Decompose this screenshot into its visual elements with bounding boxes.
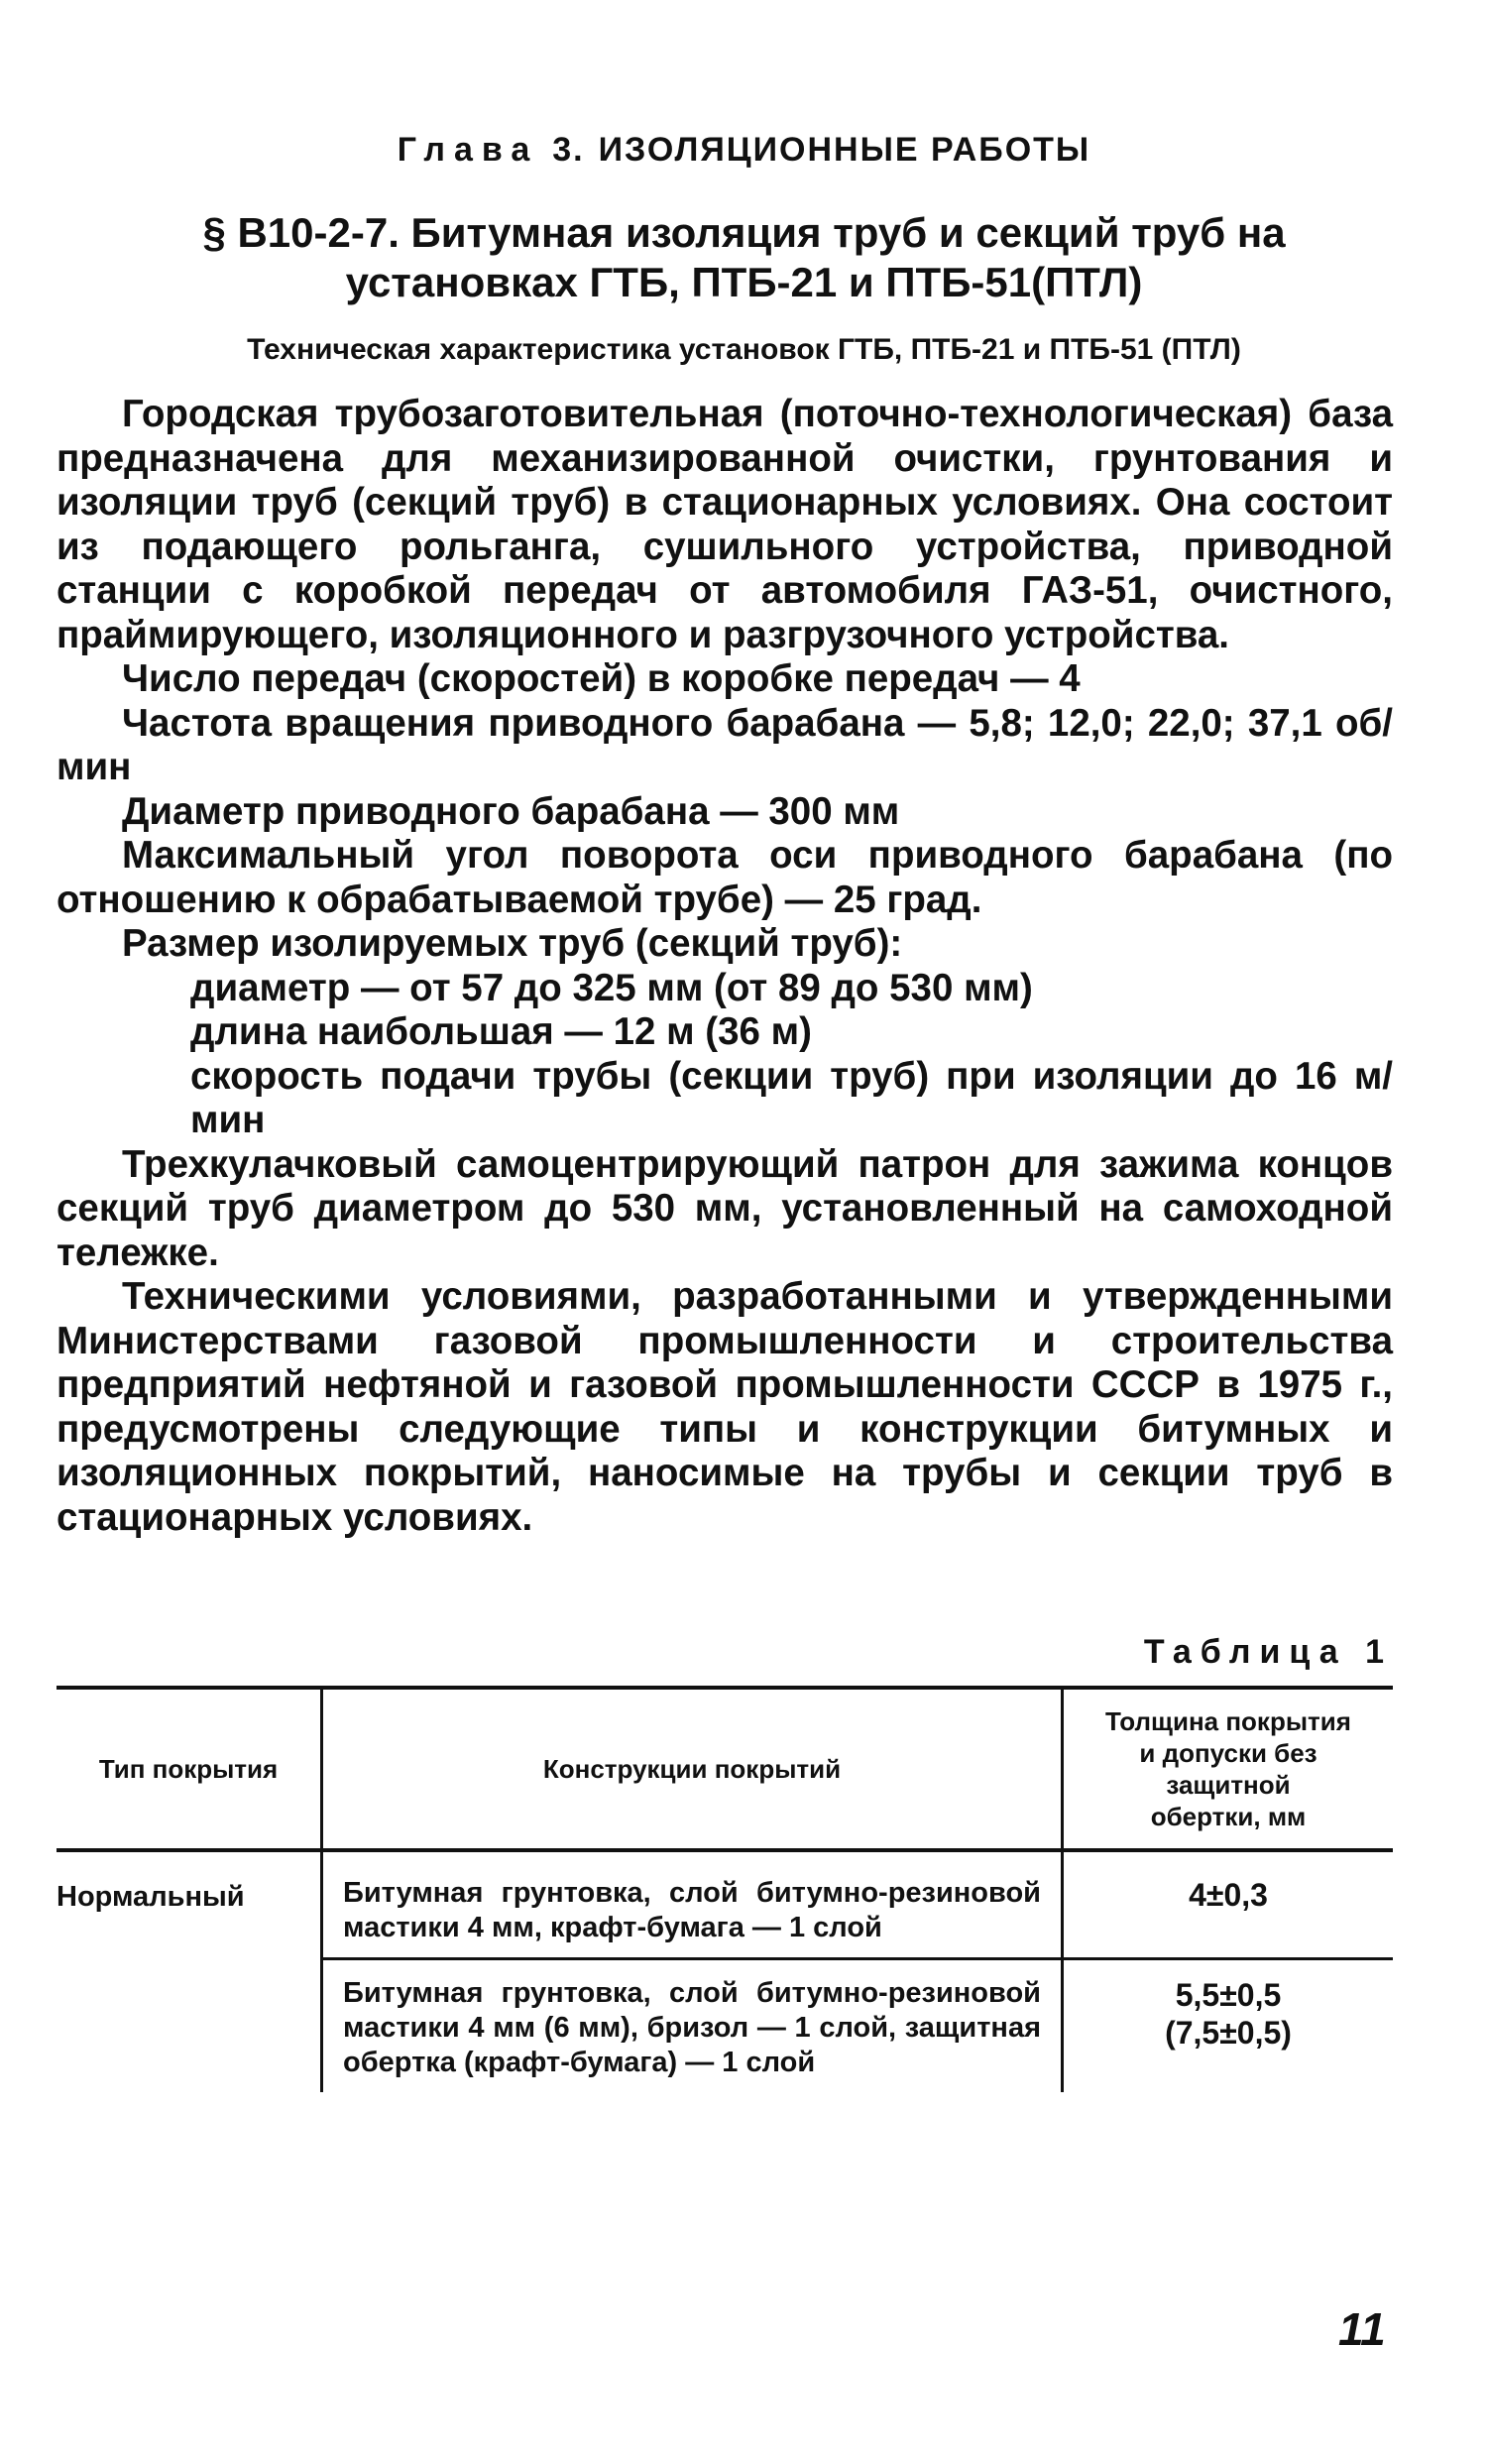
coating-table bbox=[57, 1686, 1393, 2092]
header-construction: Конструкции покрытий bbox=[322, 1688, 1063, 1850]
page-number: 11 bbox=[1338, 2303, 1386, 2355]
paragraph-gears: Число передач (скоростей) в коробке передач — 4 bbox=[122, 657, 1081, 700]
section-title bbox=[149, 208, 1339, 307]
chapter-number: 3. bbox=[552, 131, 585, 169]
cell-thickness: 4±0,3 bbox=[1189, 1877, 1268, 1913]
cell-construction: Битумная грунтовка, слой битумно-резиновой мастики 4 мм (6 мм), бризол — 1 слой, защитная обертка (крафт-бумага) — 1 слой bbox=[322, 1959, 1063, 2093]
item-length: длина наибольшая — 12 м (36 м) bbox=[190, 1010, 812, 1053]
cell-thickness: 5,5±0,5 (7,5±0,5) bbox=[1063, 1959, 1394, 2093]
table-row bbox=[57, 1850, 1393, 1959]
header-type: Тип покрытия bbox=[57, 1688, 322, 1850]
paragraph-max-angle: Максимальный угол поворота оси приводного барабана (по отношению к обрабатываемой трубе) — 25 град. bbox=[57, 834, 1393, 921]
header-thickness: Толщина покрытия и допуски без защитной обертки, мм bbox=[1063, 1688, 1394, 1850]
item-feed-speed: скорость подачи трубы (секции труб) при изоляции до 16 м/мин bbox=[190, 1054, 1393, 1141]
paragraph-drum-diameter: Диаметр приводного барабана — 300 мм bbox=[122, 789, 900, 833]
chapter-title: ИЗОЛЯЦИОННЫЕ РАБОТЫ bbox=[598, 131, 1091, 169]
section-title-line-1: § В10-2-7. Битумная изоляция труб и секций труб на bbox=[202, 209, 1286, 256]
paragraph-pipe-size: Размер изолируемых труб (секций труб): bbox=[122, 922, 903, 965]
table-row bbox=[57, 1959, 1393, 2093]
subheading: Техническая характеристика установок ГТБ, ПТБ-21 и ПТБ-51 (ПТЛ) bbox=[247, 333, 1241, 366]
table-header-row bbox=[57, 1688, 1393, 1850]
paragraph-chuck: Трехкулачковый самоцентрирующий патрон для зажима концов секций труб диаметром до 530 мм, установленный на самоходной тележке. bbox=[57, 1142, 1393, 1274]
paragraph-conditions: Техническими условиями, разработанными и утвержденными Министерствами газовой промышленности и строительства предприятий нефтяной и газовой промышленности СССР в 1975 г., предусмотрены следующие типы и конструкции битумных и изоляционных покрытий, наносимые на трубы и секции труб в стационарных условиях. bbox=[57, 1275, 1393, 1539]
paragraph-rotation: Частота вращения приводного барабана — 5,8; 12,0; 22,0; 37,1 об/мин bbox=[57, 701, 1393, 788]
chapter-heading bbox=[0, 131, 1488, 170]
cell-construction: Битумная грунтовка, слой битумно-резиновой мастики 4 мм, крафт-бумага — 1 слой bbox=[322, 1850, 1063, 1959]
cell-type: Нормальный bbox=[57, 1881, 245, 1913]
body-text bbox=[57, 393, 1393, 1540]
section-title-line-2: установках ГТБ, ПТБ-21 и ПТБ-51(ПТЛ) bbox=[345, 259, 1143, 305]
table-label: Таблица 1 bbox=[1143, 1633, 1393, 1671]
paragraph-intro: Городская трубозаготовительная (поточно-технологическая) база предназначена для механизированной очистки, грунтования и изоляции труб (секций труб) в стационарных условиях. Она состоит из подающего рольганга, сушильного устройства, приводной станции с коробкой передач от автомобиля ГАЗ-51, очистного, праймирующего, изоляционного и разгрузочного устройства. bbox=[57, 393, 1393, 656]
cell-type bbox=[57, 1959, 322, 2093]
item-diameter: диаметр — от 57 до 325 мм (от 89 до 530 мм) bbox=[190, 966, 1033, 1009]
chapter-label: Глава bbox=[397, 131, 539, 169]
